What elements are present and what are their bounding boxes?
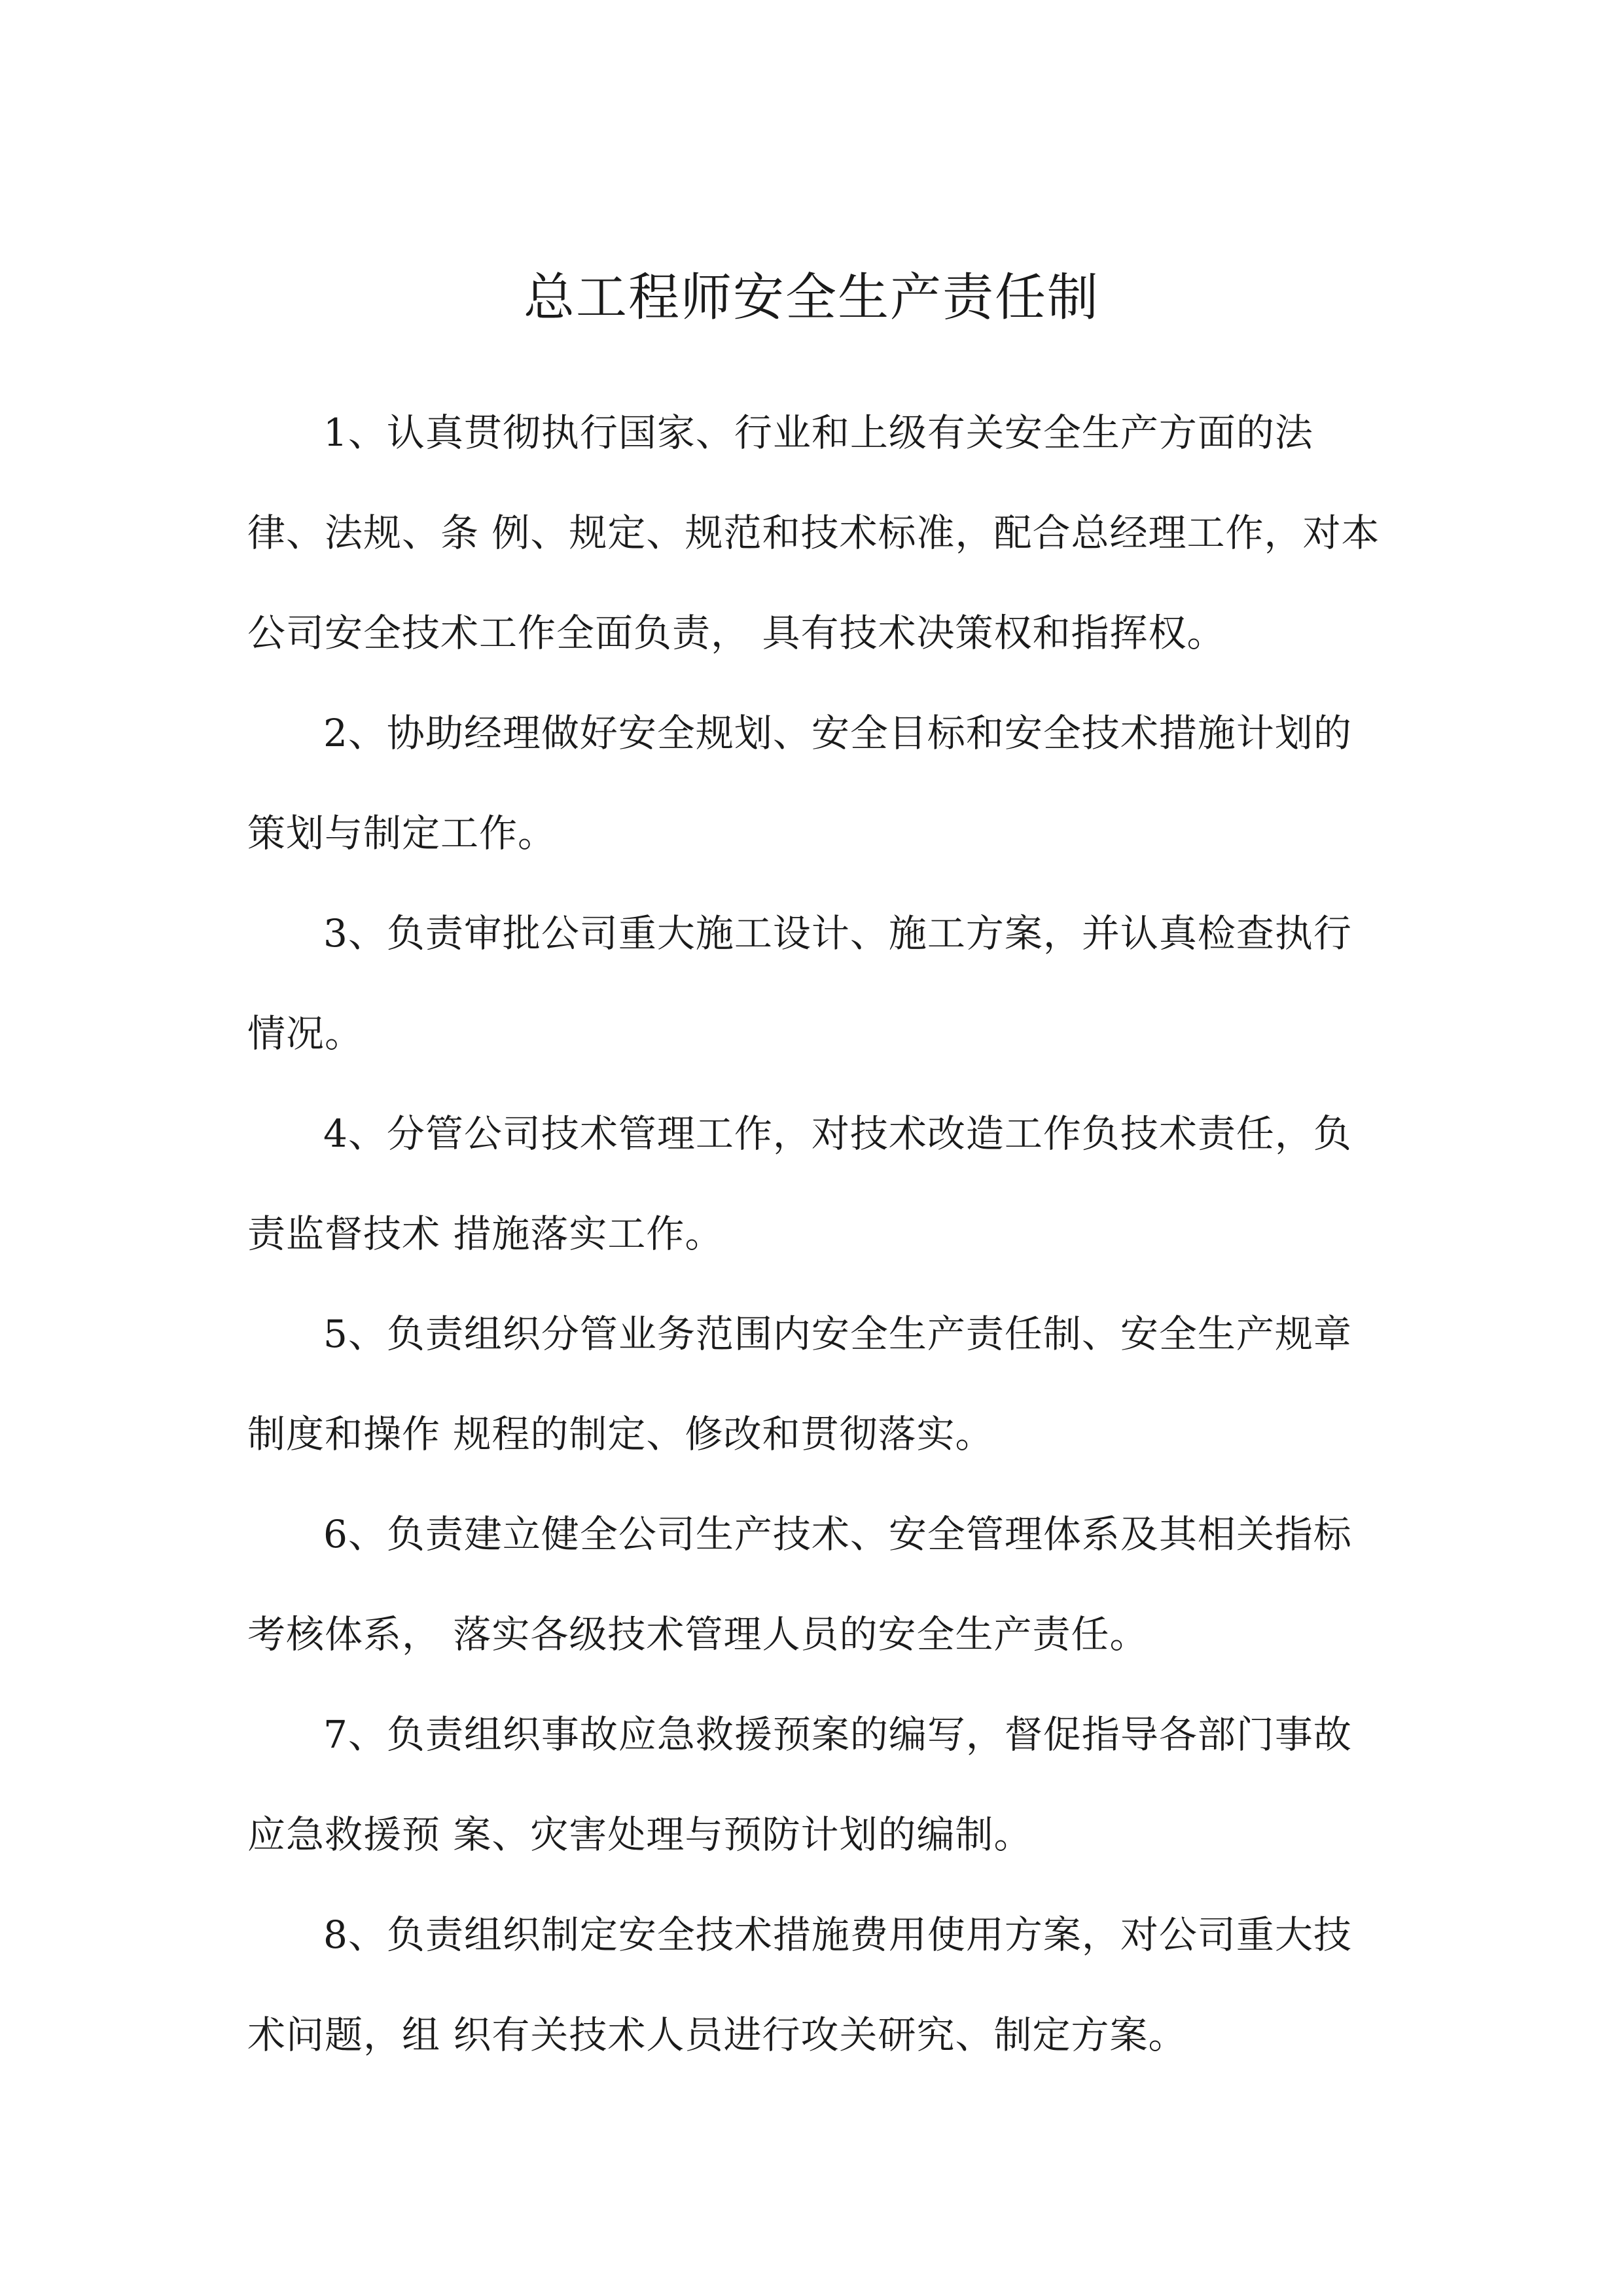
paragraph-4: 4、分管公司技术管理工作，对技术改造工作负技术责任，负责监督技术 措施落实工作。 xyxy=(247,1111,1352,1256)
paragraph-5: 5、负责组织分管业务范围内安全生产责任制、安全生产规章制度和操作 规程的制定、修改和贯彻落实。 xyxy=(247,1312,1352,1456)
paragraph-3: 3、负责审批公司重大施工设计、施工方案，并认真检查执行情况。 xyxy=(247,911,1352,1056)
paragraph-1: 1、认真贯彻执行国家、行业和上级有关安全生产方面的法律、法规、条 例、规定、规范和技术标准，配合总经理工作，对本公司安全技术工作全面负责， 具有技术决策权和指挥权。 xyxy=(247,410,1380,655)
document-title: 总工程师安全生产责任制 xyxy=(523,268,1099,327)
paragraph-2: 2、协助经理做好安全规划、安全目标和安全技术措施计划的策划与制定工作。 xyxy=(247,711,1352,855)
paragraph-8: 8、负责组织制定安全技术措施费用使用方案，对公司重大技术问题，组 织有关技术人员进行攻关研究、制定方案。 xyxy=(247,1912,1352,2057)
document-body xyxy=(247,383,1386,2085)
paragraph-7: 7、负责组织事故应急救援预案的编写，督促指导各部门事故应急救援预 案、灾害处理与预防计划的编制。 xyxy=(247,1712,1352,1857)
paragraph-6: 6、负责建立健全公司生产技术、安全管理体系及其相关指标考核体系， 落实各级技术管理人员的安全生产责任。 xyxy=(247,1512,1352,1657)
